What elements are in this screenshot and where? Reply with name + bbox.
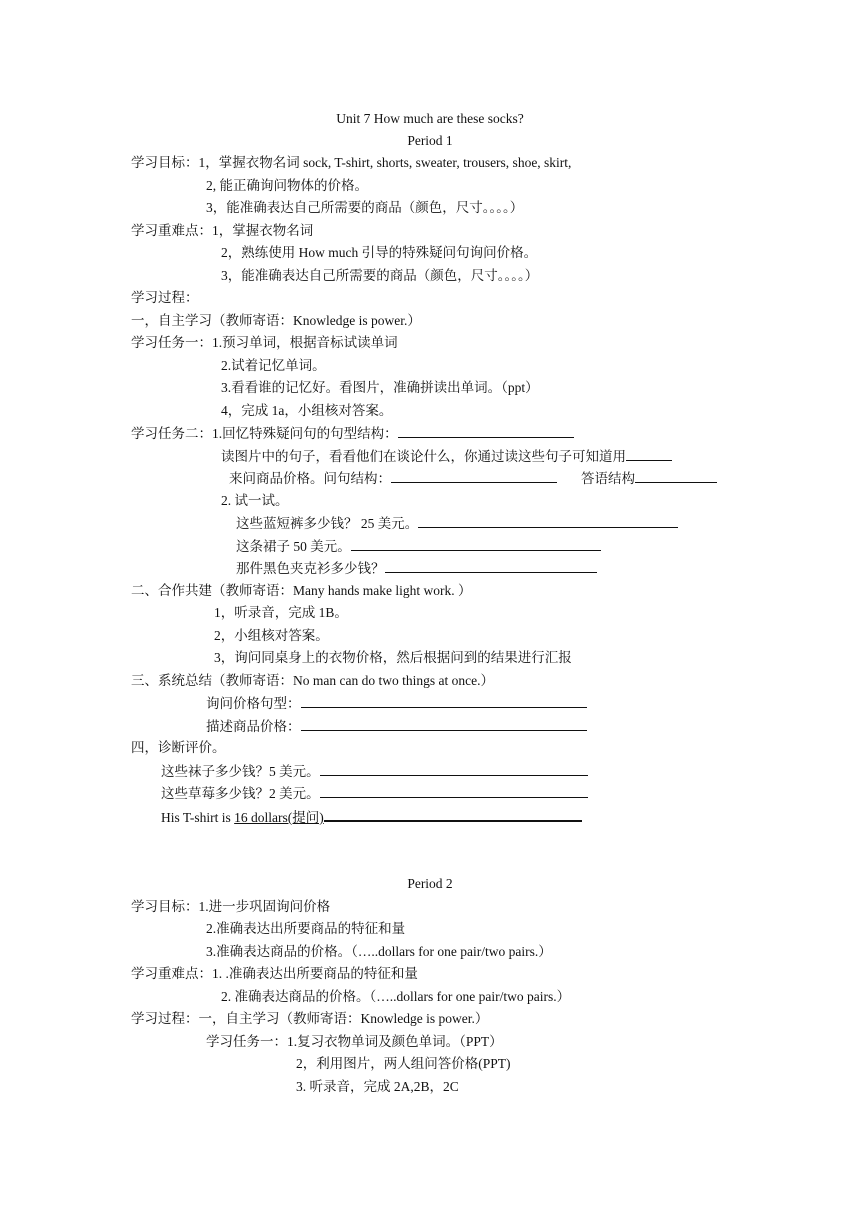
p1-section1: 一，自主学习（教师寄语：Knowledge is power.） [131, 313, 421, 328]
p1-task1-label: 学习任务一： [131, 335, 212, 350]
answer-blank[interactable] [418, 512, 678, 528]
p1-section3-describe [206, 715, 587, 739]
p2-goals-label: 学习目标： [131, 899, 199, 914]
p2-goal-3: 3.准确表达商品的价格。（…..dollars for one pair/two pairs.） [206, 944, 552, 959]
p1-task1-item-1: 1.预习单词，根据音标试读单词 [212, 335, 398, 350]
answer-blank[interactable] [351, 535, 601, 551]
p2-task1-item-2: 2，利用图片，两人组问答价格(PPT) [296, 1056, 511, 1071]
p1-section4: 四，诊断评价。 [131, 740, 226, 755]
p1-section4-ex2-text: 这些草莓多少钱？2 美元。 [161, 786, 320, 801]
p1-task1-item-4: 4，完成 1a，小组核对答案。 [221, 403, 393, 418]
p1-section4-ex3-underlined: 16 dollars(提问) [234, 810, 324, 825]
p1-key-3: 3，能准确表达自己所需要的商品（颜色，尺寸。。。。） [221, 268, 539, 283]
p1-goal-3: 3，能准确表达自己所需要的商品（颜色，尺寸。。。。） [206, 200, 524, 215]
p1-task2-line3b: 答语结构 [581, 471, 635, 486]
p2-goal-2: 2.准确表达出所要商品的特征和量 [206, 921, 406, 936]
p1-task1-item-2: 2.试着记忆单词。 [221, 358, 326, 373]
answer-blank[interactable] [391, 467, 557, 483]
p1-goal-1: 1，掌握衣物名词 sock, T-shirt, shorts, sweater, trousers, shoe, skirt, [198, 155, 572, 170]
answer-blank[interactable] [301, 715, 587, 731]
p1-key-label: 学习重难点： [131, 223, 212, 238]
document-title: Unit 7 How much are these socks? [336, 111, 524, 126]
p1-section4-ex1-text: 这些袜子多少钱？5 美元。 [161, 764, 320, 779]
answer-blank[interactable] [385, 557, 597, 573]
p1-task2-ex1 [236, 512, 678, 536]
p1-task2-line2: 读图片中的句子，看看他们在谈论什么，你通过读这些句子可知道用 [221, 449, 626, 464]
p1-task2-ex2-text: 这条裙子 50 美元。 [236, 539, 351, 554]
p1-section2-item-3: 3，询问同桌身上的衣物价格，然后根据问到的结果进行汇报 [214, 650, 572, 665]
p1-section4-ex1 [161, 760, 588, 784]
p1-task2-ex3 [236, 557, 597, 581]
p1-task2-try: 2. 试一试。 [221, 493, 289, 508]
p1-task2-read [221, 445, 672, 469]
p2-task1-item-3: 3. 听录音，完成 2A,2B，2C [296, 1079, 459, 1094]
p1-task2-ex1-text: 这些蓝短裤多少钱？ 25 美元。 [236, 516, 419, 531]
answer-blank[interactable] [301, 692, 587, 708]
p2-goals [131, 896, 330, 919]
p2-task1 [206, 1031, 503, 1054]
p1-section2: 二、合作共建（教师寄语：Many hands make light work. ） [131, 583, 472, 598]
period1-heading: Period 1 [407, 133, 453, 148]
p1-section3: 三、系统总结（教师寄语：No man can do two things at once.） [131, 673, 494, 688]
p1-task2-line1: 1.回忆特殊疑问句的句型结构： [212, 426, 398, 441]
p2-key-1: 1. .准确表达出所要商品的特征和量 [212, 966, 418, 981]
p2-key-2: 2. 准确表达商品的价格。（…..dollars for one pair/two pairs.） [221, 989, 571, 1004]
p1-task2-ex2 [236, 535, 601, 559]
p1-section4-ex3 [161, 805, 582, 830]
p2-task1-label: 学习任务一： [206, 1034, 287, 1049]
p1-section3-d-label: 描述商品价格： [206, 719, 301, 734]
answer-blank[interactable] [320, 782, 588, 798]
p1-section3-q-label: 询问价格句型： [206, 696, 301, 711]
p1-section3-question [206, 692, 587, 716]
p2-key [131, 963, 418, 986]
p1-process-label: 学习过程： [131, 290, 199, 305]
p2-goal-1: 1.进一步巩固询问价格 [198, 899, 331, 914]
p1-section2-item-1: 1，听录音，完成 1B。 [214, 605, 348, 620]
p2-process: 学习过程：一，自主学习（教师寄语：Knowledge is power.） [131, 1011, 489, 1026]
answer-blank[interactable] [635, 467, 717, 483]
p1-goals-label: 学习目标： [131, 155, 199, 170]
p1-key-1: 1，掌握衣物名词 [212, 223, 314, 238]
p1-task2-label: 学习任务二： [131, 426, 212, 441]
p1-section4-ex2 [161, 782, 588, 806]
p1-goals [131, 152, 571, 175]
p1-key [131, 220, 313, 243]
p1-section2-item-2: 2，小组核对答案。 [214, 628, 329, 643]
p1-goal-2: 2, 能正确询问物体的价格。 [206, 178, 368, 193]
period2-heading: Period 2 [407, 876, 453, 891]
p1-task2-ex3-text: 那件黑色夹克衫多少钱？ [236, 561, 385, 576]
p1-task1 [131, 332, 398, 355]
p1-task2 [131, 422, 574, 446]
p1-section4-ex3-pre: His T-shirt is [161, 810, 235, 825]
answer-blank[interactable] [398, 422, 574, 438]
p2-task1-item-1: 1.复习衣物单词及颜色单词。（PPT） [287, 1034, 503, 1049]
answer-blank[interactable] [626, 445, 672, 461]
p1-task2-line3a: 来问商品价格。问句结构： [229, 471, 391, 486]
answer-blank[interactable] [324, 805, 582, 822]
p1-key-2: 2，熟练使用 How much 引导的特殊疑问句询问价格。 [221, 245, 538, 260]
answer-blank[interactable] [320, 760, 588, 776]
p1-task2-structure [229, 467, 717, 491]
p2-key-label: 学习重难点： [131, 966, 212, 981]
p1-task1-item-3: 3.看看谁的记忆好。看图片，准确拼读出单词。（ppt） [221, 380, 539, 395]
